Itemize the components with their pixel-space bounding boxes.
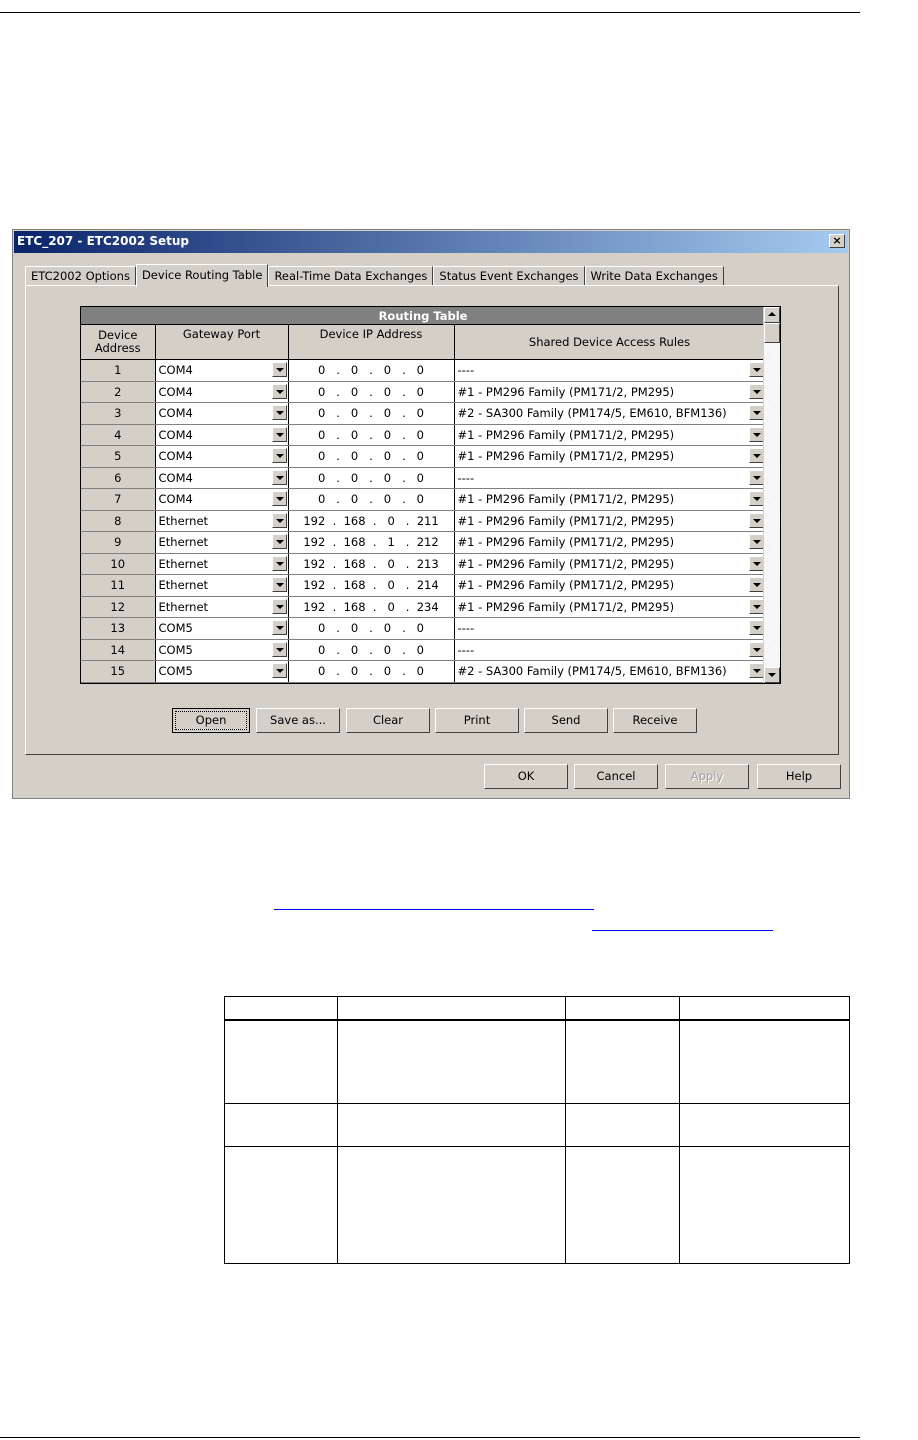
chevron-down-icon[interactable] xyxy=(272,513,287,528)
gateway-port-select-value: COM4 xyxy=(158,492,193,507)
table-row xyxy=(81,403,765,425)
device-address-cell xyxy=(81,639,155,661)
gateway-port-select-value: Ethernet xyxy=(158,599,209,614)
access-rule-select[interactable] xyxy=(454,596,765,618)
device-ip-field-value: 192 . 168 . 0 . 213 xyxy=(303,556,439,571)
access-rule-select[interactable] xyxy=(454,639,765,661)
table-row xyxy=(81,510,765,532)
device-address-cell-value: 9 xyxy=(114,535,122,550)
page-bottom-rule xyxy=(0,1437,860,1438)
device-ip-field[interactable] xyxy=(288,489,454,511)
device-ip-field[interactable] xyxy=(288,381,454,403)
device-ip-field-value: 0 . 0 . 0 . 0 xyxy=(317,363,425,378)
device-ip-field[interactable] xyxy=(288,553,454,575)
apply-button[interactable]: Apply xyxy=(665,764,749,789)
chevron-down-icon[interactable] xyxy=(272,470,287,485)
access-rule-select-value: ---- xyxy=(457,642,475,657)
routing-table-body xyxy=(81,360,765,683)
device-address-cell-value: 5 xyxy=(114,449,122,464)
gateway-port-select[interactable] xyxy=(155,381,288,403)
open-button[interactable]: Open xyxy=(172,708,250,733)
access-rule-select-value: ---- xyxy=(457,621,475,636)
device-ip-field-value: 192 . 168 . 0 . 214 xyxy=(303,578,439,593)
access-rule-select[interactable] xyxy=(454,618,765,640)
access-rule-select[interactable] xyxy=(454,510,765,532)
device-address-cell-value: 1 xyxy=(114,363,122,378)
access-rule-select[interactable] xyxy=(454,575,765,597)
table-row xyxy=(225,1020,850,1104)
access-rule-select[interactable] xyxy=(454,424,765,446)
access-rule-select-value: ---- xyxy=(457,363,475,378)
table-row xyxy=(81,489,765,511)
routing-table-grid xyxy=(80,306,781,684)
table-row xyxy=(81,467,765,489)
chevron-down-icon[interactable] xyxy=(749,642,764,657)
table-row xyxy=(81,360,765,382)
print-button[interactable]: Print xyxy=(435,708,519,733)
chevron-down-icon[interactable] xyxy=(749,663,764,678)
device-ip-field[interactable] xyxy=(288,532,454,554)
device-ip-field-value: 0 . 0 . 0 . 0 xyxy=(317,470,425,485)
gateway-port-select[interactable] xyxy=(155,639,288,661)
device-ip-field[interactable] xyxy=(288,467,454,489)
gateway-port-select[interactable] xyxy=(155,446,288,468)
table-row xyxy=(81,532,765,554)
gateway-port-select[interactable] xyxy=(155,467,288,489)
table-row xyxy=(81,424,765,446)
table-row xyxy=(81,661,765,683)
device-ip-field-value: 0 . 0 . 0 . 0 xyxy=(317,427,425,442)
device-address-cell-value: 3 xyxy=(114,406,122,421)
device-ip-field[interactable] xyxy=(288,360,454,382)
table-row xyxy=(81,639,765,661)
chevron-down-icon[interactable] xyxy=(272,642,287,657)
help-button[interactable]: Help xyxy=(757,764,841,789)
device-address-cell-value: 13 xyxy=(110,621,126,636)
device-ip-field[interactable] xyxy=(288,661,454,683)
chevron-down-icon[interactable] xyxy=(749,491,764,506)
device-ip-field-value: 192 . 168 . 0 . 234 xyxy=(303,599,439,614)
tab-device-routing-table[interactable]: Device Routing Table xyxy=(136,264,268,287)
tab-strip xyxy=(25,264,724,286)
gateway-port-select[interactable] xyxy=(155,360,288,382)
gateway-port-select-value: COM4 xyxy=(158,449,193,464)
send-button[interactable]: Send xyxy=(524,708,608,733)
access-rule-select-value: #1 - PM296 Family (PM171/2, PM295) xyxy=(457,556,675,571)
setup-dialog xyxy=(12,229,850,799)
gateway-port-select[interactable] xyxy=(155,618,288,640)
device-address-cell xyxy=(81,467,155,489)
gateway-port-select[interactable] xyxy=(155,575,288,597)
hyperlink-underline[interactable] xyxy=(274,909,594,910)
vertical-scrollbar[interactable] xyxy=(763,307,780,683)
gateway-port-select-value: COM5 xyxy=(158,664,193,679)
access-rule-select[interactable] xyxy=(454,446,765,468)
access-rule-select-value: #2 - SA300 Family (PM174/5, EM610, BFM136) xyxy=(457,406,727,421)
device-ip-field-value: 0 . 0 . 0 . 0 xyxy=(317,642,425,657)
gateway-port-select-value: Ethernet xyxy=(158,535,209,550)
device-address-cell-value: 7 xyxy=(114,492,122,507)
device-address-cell xyxy=(81,661,155,683)
chevron-down-icon[interactable] xyxy=(749,362,764,377)
device-ip-field-value: 0 . 0 . 0 . 0 xyxy=(317,449,425,464)
device-ip-field[interactable] xyxy=(288,403,454,425)
device-address-cell-value: 6 xyxy=(114,470,122,485)
header-rules[interactable]: Shared Device Access Rules xyxy=(454,325,765,360)
chevron-down-icon[interactable] xyxy=(749,405,764,420)
chevron-down-icon[interactable] xyxy=(272,405,287,420)
tab-status-event-exchanges[interactable]: Status Event Exchanges xyxy=(433,266,584,286)
device-address-cell-value: 15 xyxy=(110,664,126,679)
routing-table xyxy=(81,307,766,683)
arrow-up-icon[interactable] xyxy=(764,307,780,323)
device-address-cell-value: 4 xyxy=(114,427,122,442)
gateway-port-select[interactable] xyxy=(155,489,288,511)
device-address-cell-value: 2 xyxy=(114,384,122,399)
gateway-port-select-value: COM4 xyxy=(158,427,193,442)
access-rule-select-value: #1 - PM296 Family (PM171/2, PM295) xyxy=(457,492,675,507)
gateway-port-select[interactable] xyxy=(155,532,288,554)
header-device-address[interactable]: Device Address xyxy=(81,325,155,360)
access-rule-select[interactable] xyxy=(454,467,765,489)
table-row xyxy=(225,1147,850,1264)
cancel-button[interactable]: Cancel xyxy=(574,764,658,789)
gateway-port-select-value: COM4 xyxy=(158,406,193,421)
device-ip-field[interactable] xyxy=(288,575,454,597)
device-address-cell xyxy=(81,553,155,575)
gateway-port-select[interactable] xyxy=(155,596,288,618)
device-ip-field-value: 192 . 168 . 0 . 211 xyxy=(303,513,439,528)
gateway-port-select[interactable] xyxy=(155,510,288,532)
device-ip-field[interactable] xyxy=(288,424,454,446)
table-row xyxy=(81,618,765,640)
chevron-down-icon[interactable] xyxy=(272,663,287,678)
access-rule-select[interactable] xyxy=(454,489,765,511)
hyperlink-underline[interactable] xyxy=(592,930,773,931)
title-bar[interactable] xyxy=(14,231,848,253)
access-rule-select-value: #1 - PM296 Family (PM171/2, PM295) xyxy=(457,384,675,399)
gateway-port-select[interactable] xyxy=(155,661,288,683)
header-device-ip[interactable]: Device IP Address xyxy=(288,325,454,360)
access-rule-select-value: #2 - SA300 Family (PM174/5, EM610, BFM136) xyxy=(457,664,727,679)
clear-button[interactable]: Clear xyxy=(346,708,430,733)
device-address-cell xyxy=(81,596,155,618)
access-rule-select[interactable] xyxy=(454,381,765,403)
device-ip-field-value: 0 . 0 . 0 . 0 xyxy=(317,384,425,399)
gateway-port-select-value: COM5 xyxy=(158,621,193,636)
tab-real-time-data-exchanges[interactable]: Real-Time Data Exchanges xyxy=(268,266,433,286)
gateway-port-select-value: Ethernet xyxy=(158,578,209,593)
access-rule-select[interactable] xyxy=(454,661,765,683)
chevron-down-icon[interactable] xyxy=(272,384,287,399)
table-row xyxy=(225,1104,850,1147)
table-row xyxy=(81,596,765,618)
device-address-cell-value: 14 xyxy=(110,642,126,657)
chevron-down-icon[interactable] xyxy=(272,556,287,571)
chevron-down-icon[interactable] xyxy=(749,599,764,614)
device-address-cell xyxy=(81,424,155,446)
device-ip-field[interactable] xyxy=(288,446,454,468)
device-address-cell-value: 11 xyxy=(110,578,126,593)
chevron-down-icon[interactable] xyxy=(272,620,287,635)
receive-button[interactable]: Receive xyxy=(613,708,697,733)
table-row xyxy=(81,553,765,575)
save-as-button[interactable]: Save as... xyxy=(256,708,340,733)
chevron-down-icon[interactable] xyxy=(272,534,287,549)
access-rule-select-value: #1 - PM296 Family (PM171/2, PM295) xyxy=(457,427,675,442)
device-ip-field-value: 0 . 0 . 0 . 0 xyxy=(317,492,425,507)
access-rule-select-value: #1 - PM296 Family (PM171/2, PM295) xyxy=(457,578,675,593)
chevron-down-icon[interactable] xyxy=(749,534,764,549)
access-rule-select[interactable] xyxy=(454,532,765,554)
document-table xyxy=(224,996,850,1264)
access-rule-select[interactable] xyxy=(454,553,765,575)
ok-button[interactable]: OK xyxy=(484,764,568,789)
table-header-row xyxy=(225,997,850,1021)
chevron-down-icon[interactable] xyxy=(749,427,764,442)
table-row xyxy=(81,381,765,403)
access-rule-select[interactable] xyxy=(454,403,765,425)
chevron-down-icon[interactable] xyxy=(749,384,764,399)
close-icon[interactable]: × xyxy=(829,234,845,248)
gateway-port-select-value: COM5 xyxy=(158,642,193,657)
device-address-cell xyxy=(81,618,155,640)
device-address-cell-value: 12 xyxy=(110,599,126,614)
chevron-down-icon[interactable] xyxy=(272,491,287,506)
device-ip-field[interactable] xyxy=(288,596,454,618)
chevron-down-icon[interactable] xyxy=(272,599,287,614)
device-ip-field[interactable] xyxy=(288,618,454,640)
device-address-cell xyxy=(81,510,155,532)
gateway-port-select-value: COM4 xyxy=(158,470,193,485)
access-rule-select-value: #1 - PM296 Family (PM171/2, PM295) xyxy=(457,599,675,614)
device-address-cell xyxy=(81,381,155,403)
device-address-cell xyxy=(81,360,155,382)
chevron-down-icon[interactable] xyxy=(749,577,764,592)
device-ip-field-value: 0 . 0 . 0 . 0 xyxy=(317,406,425,421)
gateway-port-select[interactable] xyxy=(155,403,288,425)
access-rule-select-value: #1 - PM296 Family (PM171/2, PM295) xyxy=(457,513,675,528)
window-title: ETC_207 - ETC2002 Setup xyxy=(17,234,189,248)
tab-write-data-exchanges[interactable]: Write Data Exchanges xyxy=(585,266,724,286)
access-rule-select-value: ---- xyxy=(457,470,475,485)
gateway-port-select[interactable] xyxy=(155,424,288,446)
table-row xyxy=(81,446,765,468)
chevron-down-icon[interactable] xyxy=(749,448,764,463)
table-row xyxy=(81,575,765,597)
device-address-cell xyxy=(81,446,155,468)
device-ip-field[interactable] xyxy=(288,639,454,661)
chevron-down-icon[interactable] xyxy=(749,556,764,571)
chevron-down-icon[interactable] xyxy=(749,470,764,485)
device-ip-field[interactable] xyxy=(288,510,454,532)
chevron-down-icon[interactable] xyxy=(272,362,287,377)
gateway-port-select-value: COM4 xyxy=(158,363,193,378)
access-rule-select-value: #1 - PM296 Family (PM171/2, PM295) xyxy=(457,535,675,550)
device-address-cell-value: 10 xyxy=(110,556,126,571)
device-ip-field-value: 0 . 0 . 0 . 0 xyxy=(317,664,425,679)
access-rule-select-value: #1 - PM296 Family (PM171/2, PM295) xyxy=(457,449,675,464)
page-top-rule xyxy=(0,12,860,13)
chevron-down-icon[interactable] xyxy=(272,448,287,463)
gateway-port-select[interactable] xyxy=(155,553,288,575)
scrollbar-thumb[interactable] xyxy=(764,323,780,343)
device-address-cell xyxy=(81,575,155,597)
device-address-cell xyxy=(81,403,155,425)
header-gateway-port[interactable]: Gateway Port xyxy=(155,325,288,360)
tab-etc2002-options[interactable]: ETC2002 Options xyxy=(25,266,136,286)
gateway-port-select-value: COM4 xyxy=(158,384,193,399)
chevron-down-icon[interactable] xyxy=(749,620,764,635)
arrow-down-icon[interactable] xyxy=(764,667,780,683)
device-address-cell-value: 8 xyxy=(114,513,122,528)
gateway-port-select-value: Ethernet xyxy=(158,513,209,528)
device-ip-field-value: 0 . 0 . 0 . 0 xyxy=(317,621,425,636)
chevron-down-icon[interactable] xyxy=(272,577,287,592)
routing-table-caption: Routing Table xyxy=(81,307,765,325)
chevron-down-icon[interactable] xyxy=(272,427,287,442)
access-rule-select[interactable] xyxy=(454,360,765,382)
device-address-cell xyxy=(81,489,155,511)
device-address-cell xyxy=(81,532,155,554)
chevron-down-icon[interactable] xyxy=(749,513,764,528)
gateway-port-select-value: Ethernet xyxy=(158,556,209,571)
device-ip-field-value: 192 . 168 . 1 . 212 xyxy=(303,535,439,550)
